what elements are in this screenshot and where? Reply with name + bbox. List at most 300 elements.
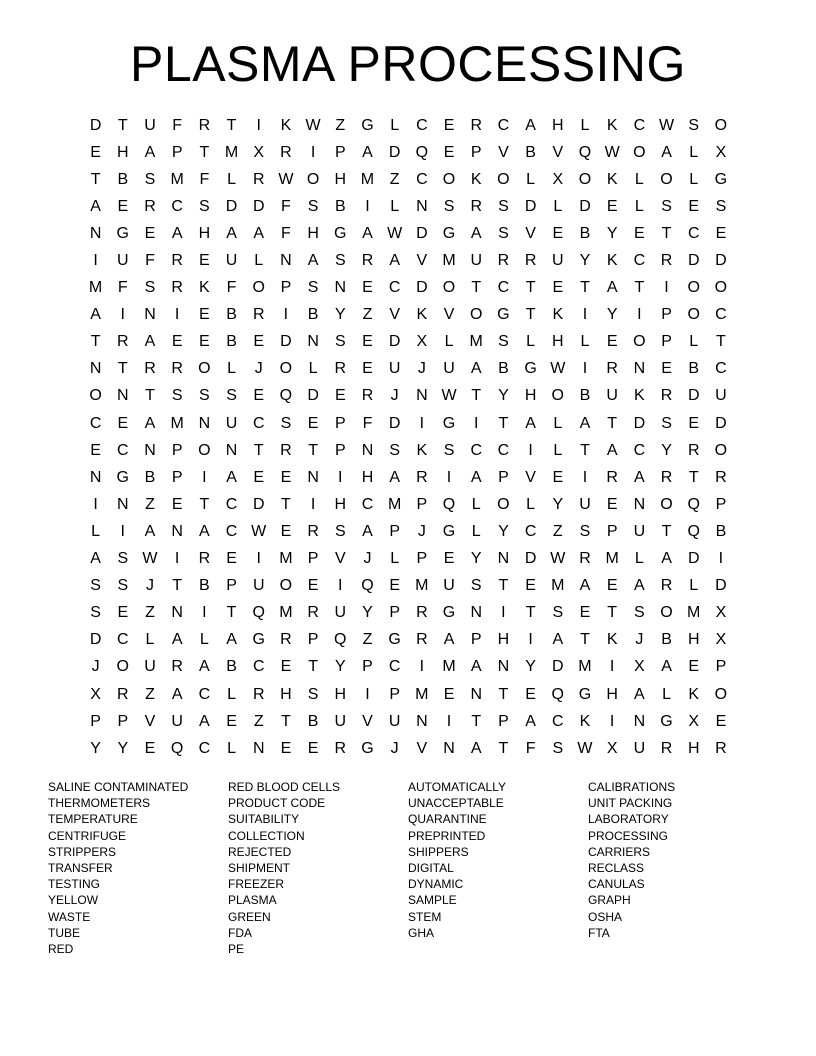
grid-letter: G <box>116 468 129 486</box>
grid-letter: C <box>117 441 129 459</box>
grid-letter: U <box>252 577 265 595</box>
grid-letter: Q <box>578 143 592 161</box>
grid-letter: P <box>715 495 727 513</box>
grid-letter: K <box>606 170 618 188</box>
grid-letter: I <box>256 550 261 568</box>
grid-letter: D <box>416 224 428 242</box>
grid-letter: V <box>525 468 536 486</box>
grid-letter: M <box>442 658 456 676</box>
grid-letter: V <box>498 143 509 161</box>
grid-letter: R <box>470 116 482 134</box>
grid-letter: A <box>90 197 101 215</box>
grid-letter: C <box>497 279 510 297</box>
grid-letter: E <box>199 333 210 351</box>
grid-letter: I <box>202 604 207 622</box>
grid-letter: R <box>280 631 292 649</box>
grid-letter: E <box>144 739 156 757</box>
grid-letter: E <box>199 252 210 270</box>
grid-letter: P <box>498 468 509 486</box>
grid-letter: T <box>634 279 645 297</box>
grid-letter: E <box>715 712 727 730</box>
grid-letter: W <box>604 143 620 161</box>
search-word: SHIPPERS <box>408 844 469 859</box>
grid-letter: J <box>254 360 263 378</box>
search-word: REJECTED <box>228 844 292 859</box>
grid-letter: D <box>633 414 646 432</box>
grid-letter: E <box>307 414 319 432</box>
search-word: PLASMA <box>228 893 277 908</box>
grid-letter: X <box>688 712 700 730</box>
grid-letter: L <box>526 495 536 513</box>
search-word: GREEN <box>228 909 271 924</box>
grid-letter: H <box>334 495 347 513</box>
grid-letter: E <box>661 360 672 378</box>
grid-letter: M <box>415 685 429 703</box>
grid-letter: S <box>307 685 319 703</box>
grid-letter: R <box>606 468 618 486</box>
grid-letter: I <box>310 495 316 513</box>
grid-letter: I <box>501 604 506 622</box>
grid-letter: I <box>338 468 343 486</box>
grid-letter: R <box>252 306 265 324</box>
grid-letter: T <box>471 279 482 297</box>
grid-letter: M <box>360 170 375 188</box>
grid-letter: A <box>470 360 482 378</box>
grid-letter: A <box>579 414 591 432</box>
grid-letter: C <box>497 441 510 459</box>
grid-letter: O <box>306 170 320 188</box>
grid-letter: N <box>171 604 183 622</box>
grid-letter: Q <box>687 522 700 540</box>
grid-letter: V <box>389 306 400 324</box>
grid-letter: S <box>199 197 210 215</box>
grid-letter: Z <box>389 170 400 188</box>
grid-letter: T <box>281 495 291 513</box>
grid-letter: O <box>660 604 673 622</box>
grid-letter: M <box>279 550 293 568</box>
grid-letter: I <box>174 550 180 568</box>
grid-letter: K <box>688 685 700 703</box>
grid-letter: S <box>498 197 509 215</box>
grid-letter: O <box>279 360 293 378</box>
grid-letter: L <box>634 170 644 188</box>
grid-letter: O <box>633 143 646 161</box>
grid-letter: S <box>307 279 319 297</box>
grid-letter: R <box>470 197 482 215</box>
grid-letter: T <box>580 279 590 297</box>
grid-letter: T <box>688 468 699 486</box>
grid-letter: E <box>443 143 455 161</box>
grid-letter: E <box>280 739 292 757</box>
grid-letter: R <box>307 604 319 622</box>
grid-letter: D <box>579 197 591 215</box>
grid-letter: S <box>117 550 129 568</box>
grid-letter: D <box>552 658 564 676</box>
grid-letter: K <box>470 170 482 188</box>
word-list <box>48 779 768 957</box>
grid-letter: G <box>442 522 456 540</box>
search-word: PREPRINTED <box>408 828 486 843</box>
grid-letter: N <box>307 468 319 486</box>
grid-letter: C <box>715 306 727 324</box>
grid-letter: Z <box>145 685 155 703</box>
search-word: WASTE <box>48 909 91 924</box>
search-word: PROCESSING <box>588 828 669 843</box>
search-word: TUBE <box>48 925 81 940</box>
grid-letter: U <box>552 252 564 270</box>
grid-letter: X <box>715 143 727 161</box>
grid-letter: Y <box>606 224 618 242</box>
grid-letter: J <box>417 522 426 540</box>
search-word: FDA <box>228 925 252 940</box>
grid-letter: T <box>90 333 101 351</box>
puzzle-title: PLASMA PROCESSING <box>130 36 686 92</box>
grid-letter: S <box>334 522 346 540</box>
grid-letter: I <box>256 116 261 134</box>
grid-letter: L <box>390 116 400 134</box>
grid-letter: S <box>688 116 700 134</box>
grid-letter: H <box>687 631 700 649</box>
grid-letter: P <box>389 604 400 622</box>
grid-letter: C <box>198 739 211 757</box>
grid-letter: B <box>525 143 536 161</box>
grid-letter: O <box>660 170 673 188</box>
search-word: STEM <box>408 909 442 924</box>
grid-letter: N <box>144 306 156 324</box>
grid-letter: P <box>470 143 482 161</box>
grid-letter: L <box>689 170 699 188</box>
grid-letter: Y <box>117 739 129 757</box>
grid-letter: F <box>172 116 183 134</box>
search-word: RED <box>48 942 74 957</box>
grid-letter: O <box>116 658 129 676</box>
grid-letter: L <box>580 333 590 351</box>
grid-letter: T <box>498 739 509 757</box>
grid-letter: S <box>389 441 400 459</box>
grid-letter: R <box>280 143 292 161</box>
grid-letter: Q <box>551 685 564 703</box>
grid-letter: A <box>90 550 101 568</box>
search-word: CARRIERS <box>588 844 651 859</box>
grid-letter: Y <box>362 604 373 622</box>
grid-letter: D <box>388 333 401 351</box>
grid-letter: P <box>307 631 319 649</box>
grid-letter: P <box>715 658 727 676</box>
grid-letter: M <box>170 170 184 188</box>
grid-letter: N <box>334 279 347 297</box>
grid-letter: X <box>715 604 727 622</box>
grid-letter: N <box>117 495 129 513</box>
grid-letter: A <box>199 658 210 676</box>
grid-letter: Z <box>362 306 373 324</box>
word-column <box>48 779 228 957</box>
grid-letter: I <box>582 468 588 486</box>
grid-letter: E <box>552 468 564 486</box>
grid-letter: I <box>609 712 615 730</box>
grid-letter: I <box>664 279 669 297</box>
grid-letter: I <box>202 468 207 486</box>
grid-letter: L <box>553 414 563 432</box>
grid-letter: I <box>582 306 588 324</box>
grid-letter: U <box>171 712 183 730</box>
grid-letter: N <box>416 387 428 405</box>
grid-letter: R <box>117 333 129 351</box>
grid-letter: B <box>579 387 591 405</box>
grid-letter: X <box>606 739 618 757</box>
word-column <box>228 779 408 957</box>
grid-letter: B <box>307 712 319 730</box>
grid-letter: H <box>552 333 564 351</box>
grid-letter: H <box>552 116 564 134</box>
grid-letter: A <box>199 712 210 730</box>
grid-letter: P <box>171 441 183 459</box>
grid-letter: U <box>334 604 347 622</box>
grid-letter: Y <box>552 495 564 513</box>
grid-letter: Z <box>335 116 346 134</box>
search-word: FTA <box>588 925 610 940</box>
grid-letter: B <box>199 577 210 595</box>
grid-letter: U <box>144 116 156 134</box>
grid-letter: L <box>634 550 644 568</box>
grid-letter: T <box>308 441 318 459</box>
grid-letter: L <box>390 550 400 568</box>
grid-letter: C <box>252 414 265 432</box>
grid-letter: C <box>552 712 564 730</box>
grid-letter: I <box>718 550 724 568</box>
grid-letter: D <box>524 550 537 568</box>
grid-letter: U <box>144 658 156 676</box>
grid-letter: T <box>199 143 210 161</box>
grid-letter: G <box>442 414 456 432</box>
grid-letter: D <box>687 252 700 270</box>
grid-letter: I <box>582 360 588 378</box>
grid-letter: L <box>145 631 155 649</box>
grid-letter: B <box>226 333 237 351</box>
grid-letter: L <box>526 333 536 351</box>
grid-letter: A <box>634 577 645 595</box>
grid-letter: C <box>470 441 482 459</box>
grid-letter: I <box>120 522 125 540</box>
grid-letter: H <box>280 685 292 703</box>
grid-letter: T <box>525 279 536 297</box>
grid-letter: R <box>198 550 211 568</box>
grid-letter: E <box>715 224 727 242</box>
grid-letter: F <box>117 279 128 297</box>
grid-letter: C <box>633 116 646 134</box>
grid-letter: S <box>443 197 455 215</box>
grid-letter: W <box>278 170 294 188</box>
grid-letter: N <box>252 739 265 757</box>
grid-letter: R <box>524 252 537 270</box>
grid-letter: V <box>525 224 536 242</box>
grid-letter: H <box>334 170 347 188</box>
grid-letter: O <box>660 495 673 513</box>
grid-letter: E <box>606 197 618 215</box>
grid-letter: X <box>634 658 645 676</box>
grid-letter: K <box>579 712 591 730</box>
grid-letter: A <box>470 468 482 486</box>
grid-letter: L <box>254 252 264 270</box>
grid-letter: S <box>90 577 101 595</box>
grid-letter: T <box>226 116 237 134</box>
grid-letter: W <box>387 224 403 242</box>
grid-letter: P <box>470 631 482 649</box>
grid-letter: T <box>172 577 183 595</box>
grid-letter: Q <box>252 604 265 622</box>
grid-letter: O <box>198 360 211 378</box>
grid-letter: W <box>550 360 566 378</box>
search-word: QUARANTINE <box>408 812 487 827</box>
grid-letter: N <box>416 197 428 215</box>
grid-letter: I <box>365 685 370 703</box>
grid-letter: T <box>90 170 101 188</box>
grid-letter: D <box>687 550 700 568</box>
grid-letter: N <box>470 604 482 622</box>
grid-letter: I <box>473 414 479 432</box>
grid-letter: Y <box>661 441 672 459</box>
grid-letter: B <box>688 360 700 378</box>
search-word: DYNAMIC <box>408 877 464 892</box>
grid-letter: R <box>171 658 183 676</box>
grid-letter: F <box>226 279 237 297</box>
grid-letter: C <box>198 685 211 703</box>
search-word: TRANSFER <box>48 861 113 876</box>
grid-letter: A <box>144 414 156 432</box>
grid-letter: E <box>362 279 373 297</box>
grid-letter: C <box>416 170 428 188</box>
grid-letter: A <box>443 631 455 649</box>
grid-letter: E <box>606 495 618 513</box>
grid-letter: G <box>388 631 401 649</box>
search-word: SUITABILITY <box>228 812 300 827</box>
grid-letter: Y <box>498 522 509 540</box>
grid-letter: G <box>578 685 592 703</box>
grid-letter: E <box>253 468 265 486</box>
grid-letter: T <box>145 387 155 405</box>
grid-letter: A <box>634 685 645 703</box>
grid-letter: Y <box>498 387 509 405</box>
grid-letter: R <box>361 387 374 405</box>
grid-letter: D <box>280 333 292 351</box>
grid-letter: S <box>715 197 727 215</box>
grid-letter: N <box>144 441 156 459</box>
grid-letter: A <box>226 224 237 242</box>
grid-letter: S <box>280 414 292 432</box>
grid-letter: G <box>524 360 537 378</box>
grid-letter: I <box>446 468 452 486</box>
grid-letter: N <box>416 712 428 730</box>
grid-letter: O <box>89 387 102 405</box>
grid-letter: E <box>443 550 455 568</box>
grid-letter: A <box>226 468 237 486</box>
grid-letter: Z <box>552 522 563 540</box>
grid-letter: E <box>688 414 700 432</box>
grid-letter: K <box>606 631 618 649</box>
grid-letter: V <box>443 306 455 324</box>
grid-letter: L <box>471 522 481 540</box>
grid-letter: N <box>198 414 211 432</box>
grid-letter: H <box>117 143 129 161</box>
grid-letter: E <box>144 224 156 242</box>
search-word: DIGITAL <box>408 861 454 876</box>
search-word: GHA <box>408 925 435 940</box>
grid-letter: A <box>470 224 482 242</box>
grid-letter: L <box>227 170 236 188</box>
grid-letter: U <box>606 387 618 405</box>
grid-letter: E <box>253 333 265 351</box>
grid-letter: H <box>497 631 510 649</box>
grid-letter: R <box>416 468 428 486</box>
grid-letter: R <box>361 252 374 270</box>
grid-letter: B <box>334 197 346 215</box>
grid-letter: G <box>714 170 728 188</box>
grid-letter: E <box>117 197 129 215</box>
grid-letter: A <box>525 116 536 134</box>
grid-letter: Q <box>334 631 347 649</box>
grid-letter: A <box>362 224 373 242</box>
grid-letter: A <box>307 252 319 270</box>
grid-letter: T <box>525 604 536 622</box>
grid-letter: C <box>252 658 265 676</box>
grid-letter: R <box>117 685 129 703</box>
grid-letter: A <box>362 522 373 540</box>
grid-letter: L <box>634 197 644 215</box>
grid-letter: K <box>606 252 618 270</box>
grid-letter: I <box>609 658 615 676</box>
search-word: SALINE CONTAMINATED <box>48 780 189 794</box>
grid-letter: T <box>471 387 482 405</box>
grid-letter: D <box>388 414 401 432</box>
grid-letter: G <box>116 224 129 242</box>
grid-letter: Z <box>145 604 155 622</box>
grid-letter: J <box>363 550 372 568</box>
grid-letter: E <box>280 658 292 676</box>
grid-letter: E <box>362 333 373 351</box>
grid-letter: I <box>419 658 425 676</box>
grid-letter: W <box>658 116 675 134</box>
grid-letter: T <box>117 360 128 378</box>
grid-letter: Y <box>579 252 591 270</box>
grid-letter: Q <box>279 387 293 405</box>
grid-letter: L <box>689 333 699 351</box>
grid-letter: B <box>226 658 237 676</box>
grid-letter: P <box>498 712 509 730</box>
grid-letter: I <box>310 143 316 161</box>
grid-letter: S <box>334 252 346 270</box>
grid-letter: N <box>225 441 238 459</box>
grid-letter: P <box>362 658 373 676</box>
grid-letter: F <box>362 414 373 432</box>
grid-letter: T <box>607 604 618 622</box>
grid-letter: E <box>280 468 292 486</box>
grid-letter: L <box>444 333 454 351</box>
grid-letter: S <box>579 522 591 540</box>
grid-letter: A <box>253 224 265 242</box>
grid-letter: M <box>442 252 456 270</box>
grid-letter: U <box>388 712 401 730</box>
grid-letter: H <box>524 387 537 405</box>
grid-letter: O <box>469 306 483 324</box>
grid-letter: L <box>227 685 236 703</box>
grid-letter: T <box>471 712 482 730</box>
grid-letter: G <box>252 631 265 649</box>
search-word: RECLASS <box>588 861 645 876</box>
grid-letter: R <box>334 739 347 757</box>
grid-letter: T <box>199 495 210 513</box>
grid-letter: J <box>417 360 426 378</box>
grid-letter: T <box>716 333 726 351</box>
search-word: OSHA <box>588 909 623 924</box>
